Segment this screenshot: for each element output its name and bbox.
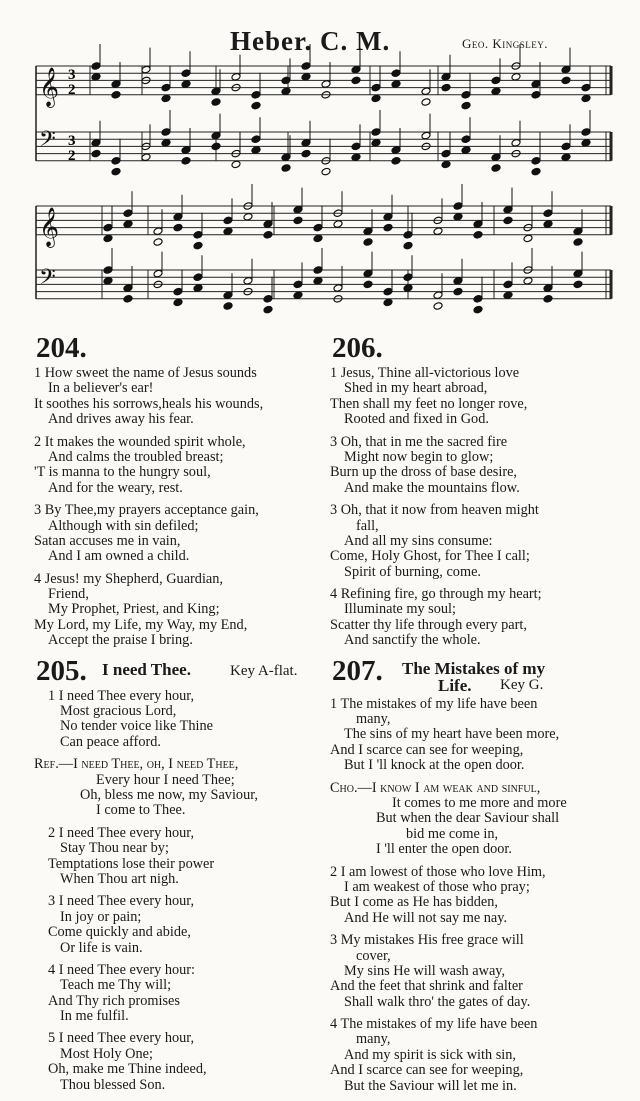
note-head xyxy=(473,231,483,240)
verse-line: 4 I need Thee every hour: xyxy=(48,961,196,978)
note-head xyxy=(433,302,443,311)
time-signature-bottom: 2 xyxy=(68,148,76,164)
note-head xyxy=(301,73,311,82)
note-head xyxy=(461,135,471,144)
verse-line: And calms the troubled breast; xyxy=(48,448,224,465)
verse-line: And the feet that shrink and falter xyxy=(330,978,523,995)
note-head xyxy=(211,131,221,140)
note-head xyxy=(313,223,323,232)
note-head xyxy=(263,295,273,304)
hymn-title-line2: Life. xyxy=(438,675,472,695)
note-head xyxy=(403,273,413,282)
verse-line: Rooted and fixed in God. xyxy=(344,411,489,428)
note-head xyxy=(161,128,171,137)
stanza xyxy=(34,366,319,428)
treble-clef-icon: 𝄞 xyxy=(39,66,60,107)
refrain-line: I come to Thee. xyxy=(96,802,186,819)
verse-line: Accept the praise I bring. xyxy=(48,632,193,649)
note-head xyxy=(543,209,553,218)
verse-line: Teach me Thy will; xyxy=(60,977,172,994)
note-head xyxy=(301,62,311,71)
note-head xyxy=(581,128,591,137)
note-head xyxy=(573,269,583,278)
note-head xyxy=(181,80,191,89)
verse-line: cover, xyxy=(356,947,391,964)
verse-line: 'T is manna to the hungry soul, xyxy=(34,464,211,481)
note-head xyxy=(531,157,541,166)
note-head xyxy=(91,139,101,148)
verse-line: 3 I need Thee every hour, xyxy=(48,893,195,910)
note-head xyxy=(313,266,323,275)
chorus-line: I 'll enter the open door. xyxy=(376,841,512,858)
note-head xyxy=(173,223,183,232)
note-head xyxy=(543,220,553,229)
note-head xyxy=(581,83,591,92)
note-head xyxy=(391,157,401,166)
note-head xyxy=(321,167,331,176)
note-head xyxy=(391,69,401,78)
note-head xyxy=(251,91,261,100)
note-head xyxy=(301,149,311,158)
verse-line: And I scarce can see for weeping, xyxy=(330,1062,524,1079)
verse-line: And He will not say me nay. xyxy=(344,909,508,926)
note-head xyxy=(223,291,233,300)
note-head xyxy=(123,209,133,218)
note-head xyxy=(193,241,203,250)
verse-line: My Lord, my Life, my Way, my End, xyxy=(34,616,248,633)
note-head xyxy=(141,65,151,74)
note-head xyxy=(161,83,171,92)
note-head xyxy=(453,287,463,296)
note-head xyxy=(363,238,373,247)
note-head xyxy=(103,223,113,232)
note-head xyxy=(351,76,361,85)
note-head xyxy=(223,227,233,236)
note-head xyxy=(403,241,413,250)
note-head xyxy=(453,277,463,286)
note-head xyxy=(123,295,133,304)
note-head xyxy=(161,94,171,103)
note-head xyxy=(173,298,183,307)
verse-line: Illuminate my soul; xyxy=(344,601,456,618)
note-head xyxy=(523,277,533,286)
bass-clef-icon: 𝄢 xyxy=(39,265,56,295)
verse-line: But I come as He has bidden, xyxy=(330,894,498,911)
chorus-line: It comes to me more and more xyxy=(392,794,567,811)
note-head xyxy=(473,220,483,229)
time-signature-bottom: 2 xyxy=(68,82,76,98)
verse-line: many, xyxy=(356,711,391,728)
verse-line: Then shall my feet no longer rove, xyxy=(330,395,528,412)
right-column xyxy=(330,333,615,1101)
note-head xyxy=(371,139,381,148)
note-head xyxy=(491,153,501,162)
note-head xyxy=(543,295,553,304)
note-head xyxy=(503,205,513,214)
hymn-title: I need Thee. xyxy=(102,659,191,679)
verse-line: And for the weary, rest. xyxy=(48,479,183,496)
hymn-207-heading xyxy=(330,656,615,694)
stanza xyxy=(34,435,319,497)
verse-line: Spirit of burning, come. xyxy=(344,563,481,580)
tune-composer: Geo. Kingsley. xyxy=(462,36,549,51)
note-head xyxy=(371,128,381,137)
verse-line: Can peace afford. xyxy=(60,733,161,750)
chorus xyxy=(330,781,615,858)
note-head xyxy=(293,280,303,289)
note-head xyxy=(321,80,331,89)
hymn-number: 207. xyxy=(332,654,383,687)
note-head xyxy=(461,146,471,155)
note-head xyxy=(293,205,303,214)
note-head xyxy=(263,305,273,314)
hymn-207 xyxy=(330,656,615,1094)
note-head xyxy=(511,73,521,82)
verse-line: 4 Refining fire, go through my heart; xyxy=(330,586,542,603)
note-head xyxy=(243,277,253,286)
verse-line: In me fulfil. xyxy=(60,1008,129,1025)
verse-line: But the Saviour will let me in. xyxy=(344,1077,517,1094)
note-head xyxy=(383,298,393,307)
note-head xyxy=(103,277,113,286)
note-head xyxy=(333,220,343,229)
note-head xyxy=(193,231,203,240)
verse-line: 5 I need Thee every hour, xyxy=(48,1030,195,1047)
hymn-204-heading xyxy=(34,333,319,363)
note-head xyxy=(293,291,303,300)
stanza xyxy=(330,587,615,649)
chorus-line: bid me come in, xyxy=(406,825,499,842)
note-head xyxy=(111,157,121,166)
hymn-number: 206. xyxy=(332,332,383,364)
note-head xyxy=(581,94,591,103)
note-head xyxy=(503,216,513,225)
note-head xyxy=(371,83,381,92)
note-head xyxy=(173,287,183,296)
verse-line: My Prophet, Priest, and King; xyxy=(48,601,220,618)
note-head xyxy=(403,231,413,240)
verse-line: When Thou art nigh. xyxy=(60,870,179,887)
verse-line: Or life is vain. xyxy=(60,939,143,956)
note-head xyxy=(281,164,291,173)
stanza xyxy=(34,894,319,956)
verse-line: Most gracious Lord, xyxy=(60,703,177,720)
note-head xyxy=(193,273,203,282)
note-head xyxy=(91,73,101,82)
verse-line: Oh, make me Thine indeed, xyxy=(48,1061,207,1078)
note-head xyxy=(351,142,361,151)
note-head xyxy=(301,139,311,148)
note-head xyxy=(313,277,323,286)
verse-line: And I scarce can see for weeping, xyxy=(330,741,524,758)
note-head xyxy=(91,62,101,71)
note-head xyxy=(153,227,163,236)
note-head xyxy=(211,142,221,151)
note-head xyxy=(181,146,191,155)
note-head xyxy=(441,83,451,92)
note-head xyxy=(561,76,571,85)
note-head xyxy=(363,227,373,236)
verse-line: Stay Thou near by; xyxy=(60,840,169,857)
note-head xyxy=(491,87,501,96)
note-head xyxy=(573,238,583,247)
stanza xyxy=(34,503,319,565)
note-head xyxy=(231,160,241,169)
verse-line: Friend, xyxy=(48,586,89,603)
verse-line: And all my sins consume: xyxy=(344,532,493,549)
verse-line: Come quickly and abide, xyxy=(48,924,191,941)
bass-clef-icon: 𝄢 xyxy=(39,127,56,157)
stanza xyxy=(330,933,615,1010)
verse-line: In joy or pain; xyxy=(60,908,142,925)
note-head xyxy=(503,291,513,300)
stanza xyxy=(330,697,615,774)
note-head xyxy=(391,80,401,89)
verse-line: Shed in my heart abroad, xyxy=(344,380,488,397)
note-head xyxy=(473,305,483,314)
verse-line: Burn up the dross of base desire, xyxy=(330,464,518,481)
verse-line: And my spirit is sick with sin, xyxy=(344,1046,516,1063)
note-head xyxy=(141,153,151,162)
note-head xyxy=(453,213,463,222)
note-head xyxy=(403,284,413,293)
verse-line: It soothes his sorrows,heals his wounds, xyxy=(34,395,264,412)
note-head xyxy=(573,280,583,289)
note-head xyxy=(231,73,241,82)
verse-line: 2 I am lowest of those who love Him, xyxy=(330,863,546,880)
refrain-line: Every hour I need Thee; xyxy=(96,771,235,788)
note-head xyxy=(103,266,113,275)
note-head xyxy=(211,87,221,96)
verse-line: 3 My mistakes His free grace will xyxy=(330,932,524,949)
verse-line: fall, xyxy=(356,517,379,534)
note-head xyxy=(251,101,261,110)
note-head xyxy=(433,227,443,236)
note-head xyxy=(441,149,451,158)
time-signature-top: 3 xyxy=(68,67,76,83)
stanza xyxy=(34,826,319,888)
verse-line: And make the mountains flow. xyxy=(344,479,520,496)
note-head xyxy=(473,295,483,304)
verse-line: Most Holy One; xyxy=(60,1045,153,1062)
note-head xyxy=(333,284,343,293)
note-head xyxy=(211,98,221,107)
verse-line: 3 Oh, that it now from heaven might xyxy=(330,502,539,519)
hymn-205-heading xyxy=(34,656,319,686)
verse-line: Satan accuses me in vain, xyxy=(34,532,181,549)
verse-line: 1 I need Thee every hour, xyxy=(48,687,195,704)
note-head xyxy=(421,98,431,107)
chorus-line: Cho.—I know I am weak and sinful, xyxy=(330,779,541,796)
verse-line: Temptations lose their power xyxy=(48,855,215,872)
stanza xyxy=(34,963,319,1025)
note-head xyxy=(531,91,541,100)
verse-line: I am weakest of those who pray; xyxy=(344,878,530,895)
stanza xyxy=(34,689,319,751)
hymn-key: Key G. xyxy=(500,676,544,693)
note-head xyxy=(491,76,501,85)
note-head xyxy=(281,153,291,162)
note-head xyxy=(181,69,191,78)
treble-clef-icon: 𝄞 xyxy=(39,206,60,247)
time-signature-top: 3 xyxy=(68,133,76,149)
note-head xyxy=(193,284,203,293)
verse-line: Come, Holy Ghost, for Thee I call; xyxy=(330,548,530,565)
note-head xyxy=(441,73,451,82)
hymn-206 xyxy=(330,333,615,649)
refrain-line: Oh, bless me now, my Saviour, xyxy=(80,786,258,803)
verse-line: 1 How sweet the name of Jesus sounds xyxy=(34,365,257,381)
note-head xyxy=(251,146,261,155)
note-head xyxy=(581,139,591,148)
note-head xyxy=(123,284,133,293)
note-head xyxy=(363,269,373,278)
verse-line: 2 It makes the wounded spirit whole, xyxy=(34,433,246,450)
refrain xyxy=(34,757,319,819)
hymn-number: 205. xyxy=(36,654,87,687)
stanza xyxy=(330,503,615,580)
note-head xyxy=(103,234,113,243)
verse-line: 4 Jesus! my Shepherd, Guardian, xyxy=(34,570,224,587)
verse-line: Shall walk thro' the gates of day. xyxy=(344,993,531,1010)
hymn-key: Key A-flat. xyxy=(230,662,298,679)
verse-line: 3 Oh, that in me the sacred fire xyxy=(330,433,508,450)
note-head xyxy=(243,213,253,222)
note-head xyxy=(561,65,571,74)
note-head xyxy=(281,87,291,96)
note-head xyxy=(123,220,133,229)
verse-line: My sins He will wash away, xyxy=(344,962,506,979)
note-head xyxy=(181,157,191,166)
note-head xyxy=(91,149,101,158)
note-head xyxy=(263,231,273,240)
verse-line: Might now begin to glow; xyxy=(344,448,494,465)
stanza xyxy=(330,366,615,428)
note-head xyxy=(111,80,121,89)
verse-line: 2 I need Thee every hour, xyxy=(48,824,195,841)
note-head xyxy=(543,284,553,293)
stanza xyxy=(330,1017,615,1094)
hymn-205 xyxy=(34,656,319,1093)
note-head xyxy=(351,65,361,74)
note-head xyxy=(293,216,303,225)
hymn-number: 204. xyxy=(36,332,87,364)
note-head xyxy=(491,164,501,173)
music-score xyxy=(0,0,640,340)
note-head xyxy=(391,146,401,155)
stanza xyxy=(330,435,615,497)
note-head xyxy=(383,287,393,296)
note-head xyxy=(111,91,121,100)
refrain-line: Ref.—I need Thee, oh, I need Thee, xyxy=(34,756,239,773)
note-head xyxy=(531,80,541,89)
note-head xyxy=(561,142,571,151)
note-head xyxy=(223,216,233,225)
verse-line: Thou blessed Son. xyxy=(60,1076,166,1093)
verse-line: 1 Jesus, Thine all-victorious love xyxy=(330,365,520,381)
verse-line: Although with sin defiled; xyxy=(48,517,199,534)
verse-line: many, xyxy=(356,1031,391,1048)
note-head xyxy=(383,213,393,222)
note-head xyxy=(173,213,183,222)
verse-line: And sanctify the whole. xyxy=(344,632,481,649)
stanza xyxy=(34,1031,319,1093)
note-head xyxy=(281,76,291,85)
note-head xyxy=(503,280,513,289)
hymn-206-heading xyxy=(330,333,615,363)
verse-line: The sins of my heart have been more, xyxy=(344,726,560,743)
verse-line: In a believer's ear! xyxy=(48,380,154,397)
note-head xyxy=(461,91,471,100)
note-head xyxy=(251,135,261,144)
note-head xyxy=(383,223,393,232)
note-head xyxy=(511,139,521,148)
note-head xyxy=(421,87,431,96)
verse-line: But I 'll knock at the open door. xyxy=(344,757,525,774)
verse-line: And I am owned a child. xyxy=(48,548,190,565)
verse-line: And drives away his fear. xyxy=(48,411,194,428)
verse-line: 3 By Thee,my prayers acceptance gain, xyxy=(34,502,259,519)
hymn-204 xyxy=(34,333,319,649)
note-head xyxy=(561,153,571,162)
stanza xyxy=(34,572,319,649)
verse-line: Scatter thy life through every part, xyxy=(330,616,527,633)
verse-line: And Thy rich promises xyxy=(48,992,180,1009)
tune-name: Heber. C. M. xyxy=(230,26,391,56)
note-head xyxy=(461,101,471,110)
note-head xyxy=(223,302,233,311)
verse-line: 1 The mistakes of my life have been xyxy=(330,695,538,712)
note-head xyxy=(371,94,381,103)
note-head xyxy=(363,280,373,289)
note-head xyxy=(351,153,361,162)
note-head xyxy=(421,131,431,140)
note-head xyxy=(161,139,171,148)
stanza xyxy=(330,865,615,927)
note-head xyxy=(531,167,541,176)
note-head xyxy=(573,227,583,236)
note-head xyxy=(153,269,163,278)
hymn-title: The Mistakes of my xyxy=(402,658,546,678)
note-head xyxy=(523,234,533,243)
note-head xyxy=(433,291,443,300)
verse-line: 4 The mistakes of my life have been xyxy=(330,1016,538,1033)
note-head xyxy=(263,220,273,229)
note-head xyxy=(441,160,451,169)
note-head xyxy=(453,202,463,211)
left-column xyxy=(34,333,319,1100)
note-head xyxy=(313,234,323,243)
note-head xyxy=(111,167,121,176)
verse-line: No tender voice like Thine xyxy=(60,718,213,735)
note-head xyxy=(153,238,163,247)
chorus-line: But when the dear Saviour shall xyxy=(376,810,560,827)
